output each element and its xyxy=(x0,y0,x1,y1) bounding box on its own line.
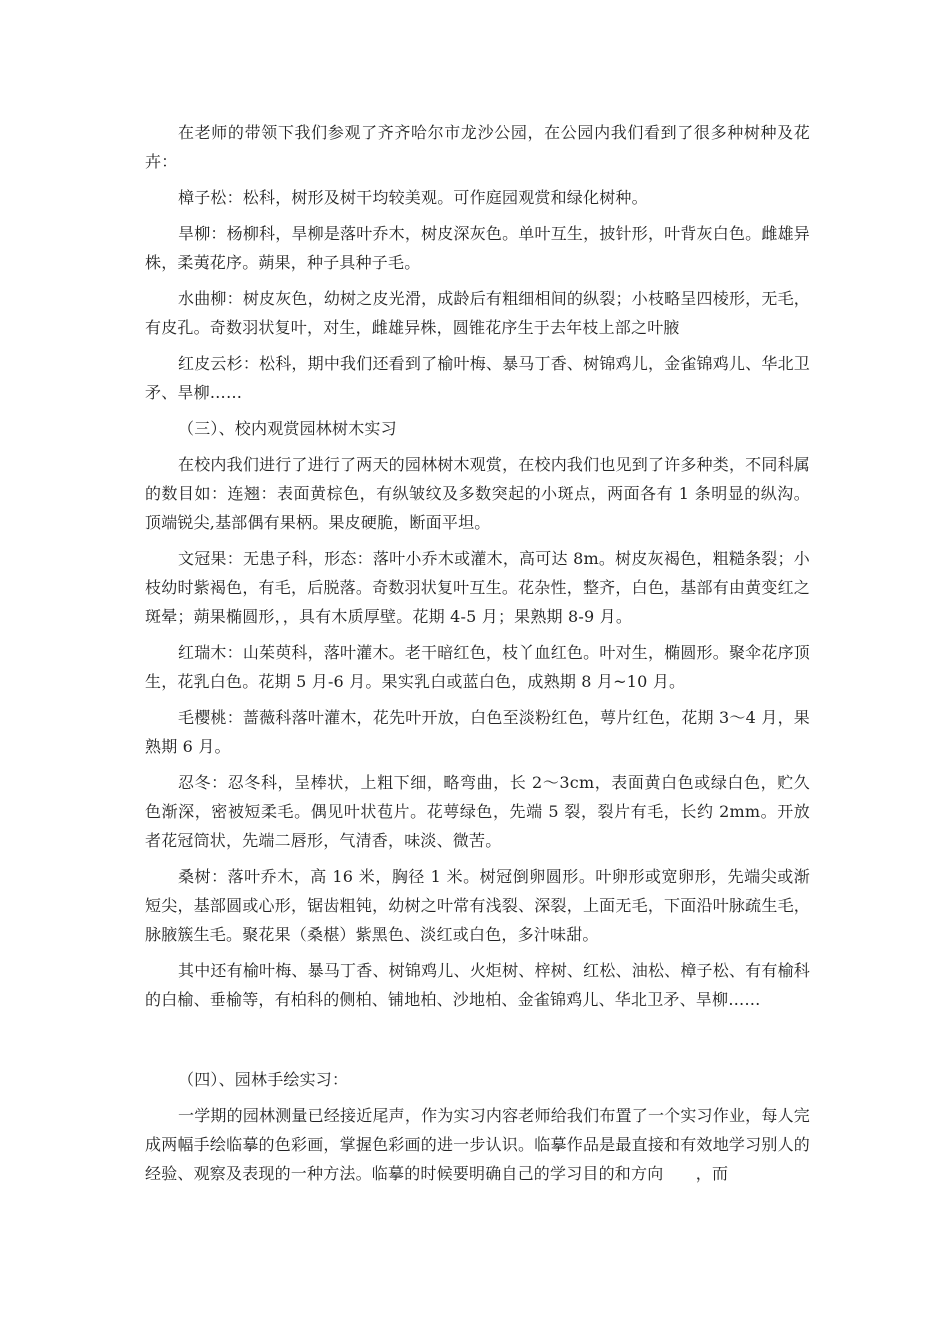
paragraph-lianqiao: 在校内我们进行了进行了两天的园林树木观赏，在校内我们也见到了许多种类，不同科属的数目如：连翘：表面黄棕色，有纵皱纹及多数突起的小斑点，两面各有 1 条明显的纵沟。顶端锐尖,基部偶有果柄。果皮硬脆，断面平坦。 xyxy=(145,455,810,532)
paragraph-hongpiyunshan: 红皮云杉：松科，期中我们还看到了榆叶梅、暴马丁香、树锦鸡儿，金雀锦鸡儿、华北卫矛、旱柳…… xyxy=(145,354,810,402)
paragraph-maoyingtao: 毛樱桃：蔷薇科落叶灌木，花先叶开放，白色至淡粉红色，萼片红色，花期 3～4 月，果熟期 6 月。 xyxy=(145,708,810,756)
section-heading-3: （三）、校内观赏园林树木实习 xyxy=(178,419,397,438)
paragraph-sangshu: 桑树：落叶乔木，高 16 米，胸径 1 米。树冠倒卵圆形。叶卵形或宽卵形，先端尖或渐短尖，基部圆或心形，锯齿粗钝，幼树之叶常有浅裂、深裂，上面无毛，下面沿叶脉疏生毛，脉腋簇生毛。聚花果（桑椹）紫黑色、淡红或白色，多汁味甜。 xyxy=(145,867,810,944)
paragraph-shouhui: 一学期的园林测量已经接近尾声，作为实习内容老师给我们布置了一个实习作业，每人完成两幅手绘临摹的色彩画，掌握色彩画的进一步认识。临摹作品是最直接和有效地学习别人的经验、观察及表现的一种方法。临摹的时候要明确自己的学习目的和方向 ，而 xyxy=(145,1106,810,1183)
paragraph-others: 其中还有榆叶梅、暴马丁香、树锦鸡儿、火炬树、梓树、红松、油松、樟子松、有有榆科的白榆、垂榆等，有柏科的侧柏、铺地柏、沙地柏、金雀锦鸡儿、华北卫矛、旱柳…… xyxy=(145,961,810,1009)
paragraph-rendong: 忍冬：忍冬科，呈棒状，上粗下细，略弯曲，长 2～3cm，表面黄白色或绿白色，贮久色渐深，密被短柔毛。偶见叶状苞片。花萼绿色，先端 5 裂，裂片有毛，长约 2mm。开放者花冠筒状，先端二唇形，气清香，味淡、微苦。 xyxy=(145,773,810,850)
paragraph-hanliu: 旱柳：杨柳科，旱柳是落叶乔木，树皮深灰色。单叶互生，披针形，叶背灰白色。雌雄异株，柔荑花序。蒴果，种子具种子毛。 xyxy=(145,224,810,272)
paragraph-zhangzisong: 樟子松：松科，树形及树干均较美观。可作庭园观赏和绿化树种。 xyxy=(178,188,648,207)
section-heading-4: （四）、园林手绘实习： xyxy=(178,1070,349,1089)
paragraph-wenguanguo: 文冠果：无患子科，形态：落叶小乔木或灌木，高可达 8m。树皮灰褐色，粗糙条裂；小枝幼时紫褐色，有毛，后脱落。奇数羽状复叶互生。花杂性，整齐，白色，基部有由黄变红之斑晕；蒴果椭圆形，，具有木质厚壁。花期 4-5 月；果熟期 8-9 月。 xyxy=(145,549,810,626)
document-body xyxy=(145,118,810,1195)
blank-line xyxy=(145,1021,810,1065)
paragraph-hongruimu: 红瑞木：山茱萸科，落叶灌木。老干暗红色，枝丫血红色。叶对生，椭圆形。聚伞花序顶生，花乳白色。花期 5 月-6 月。果实乳白或蓝白色，成熟期 8 月~10 月。 xyxy=(145,643,810,691)
paragraph-intro: 在老师的带领下我们参观了齐齐哈尔市龙沙公园，在公园内我们看到了很多种树种及花卉： xyxy=(145,123,810,171)
paragraph-shuiquliu: 水曲柳：树皮灰色，幼树之皮光滑，成龄后有粗细相间的纵裂；小枝略呈四棱形，无毛，有皮孔。奇数羽状复叶，对生，雌雄异株，圆锥花序生于去年枝上部之叶腋 xyxy=(145,289,810,337)
